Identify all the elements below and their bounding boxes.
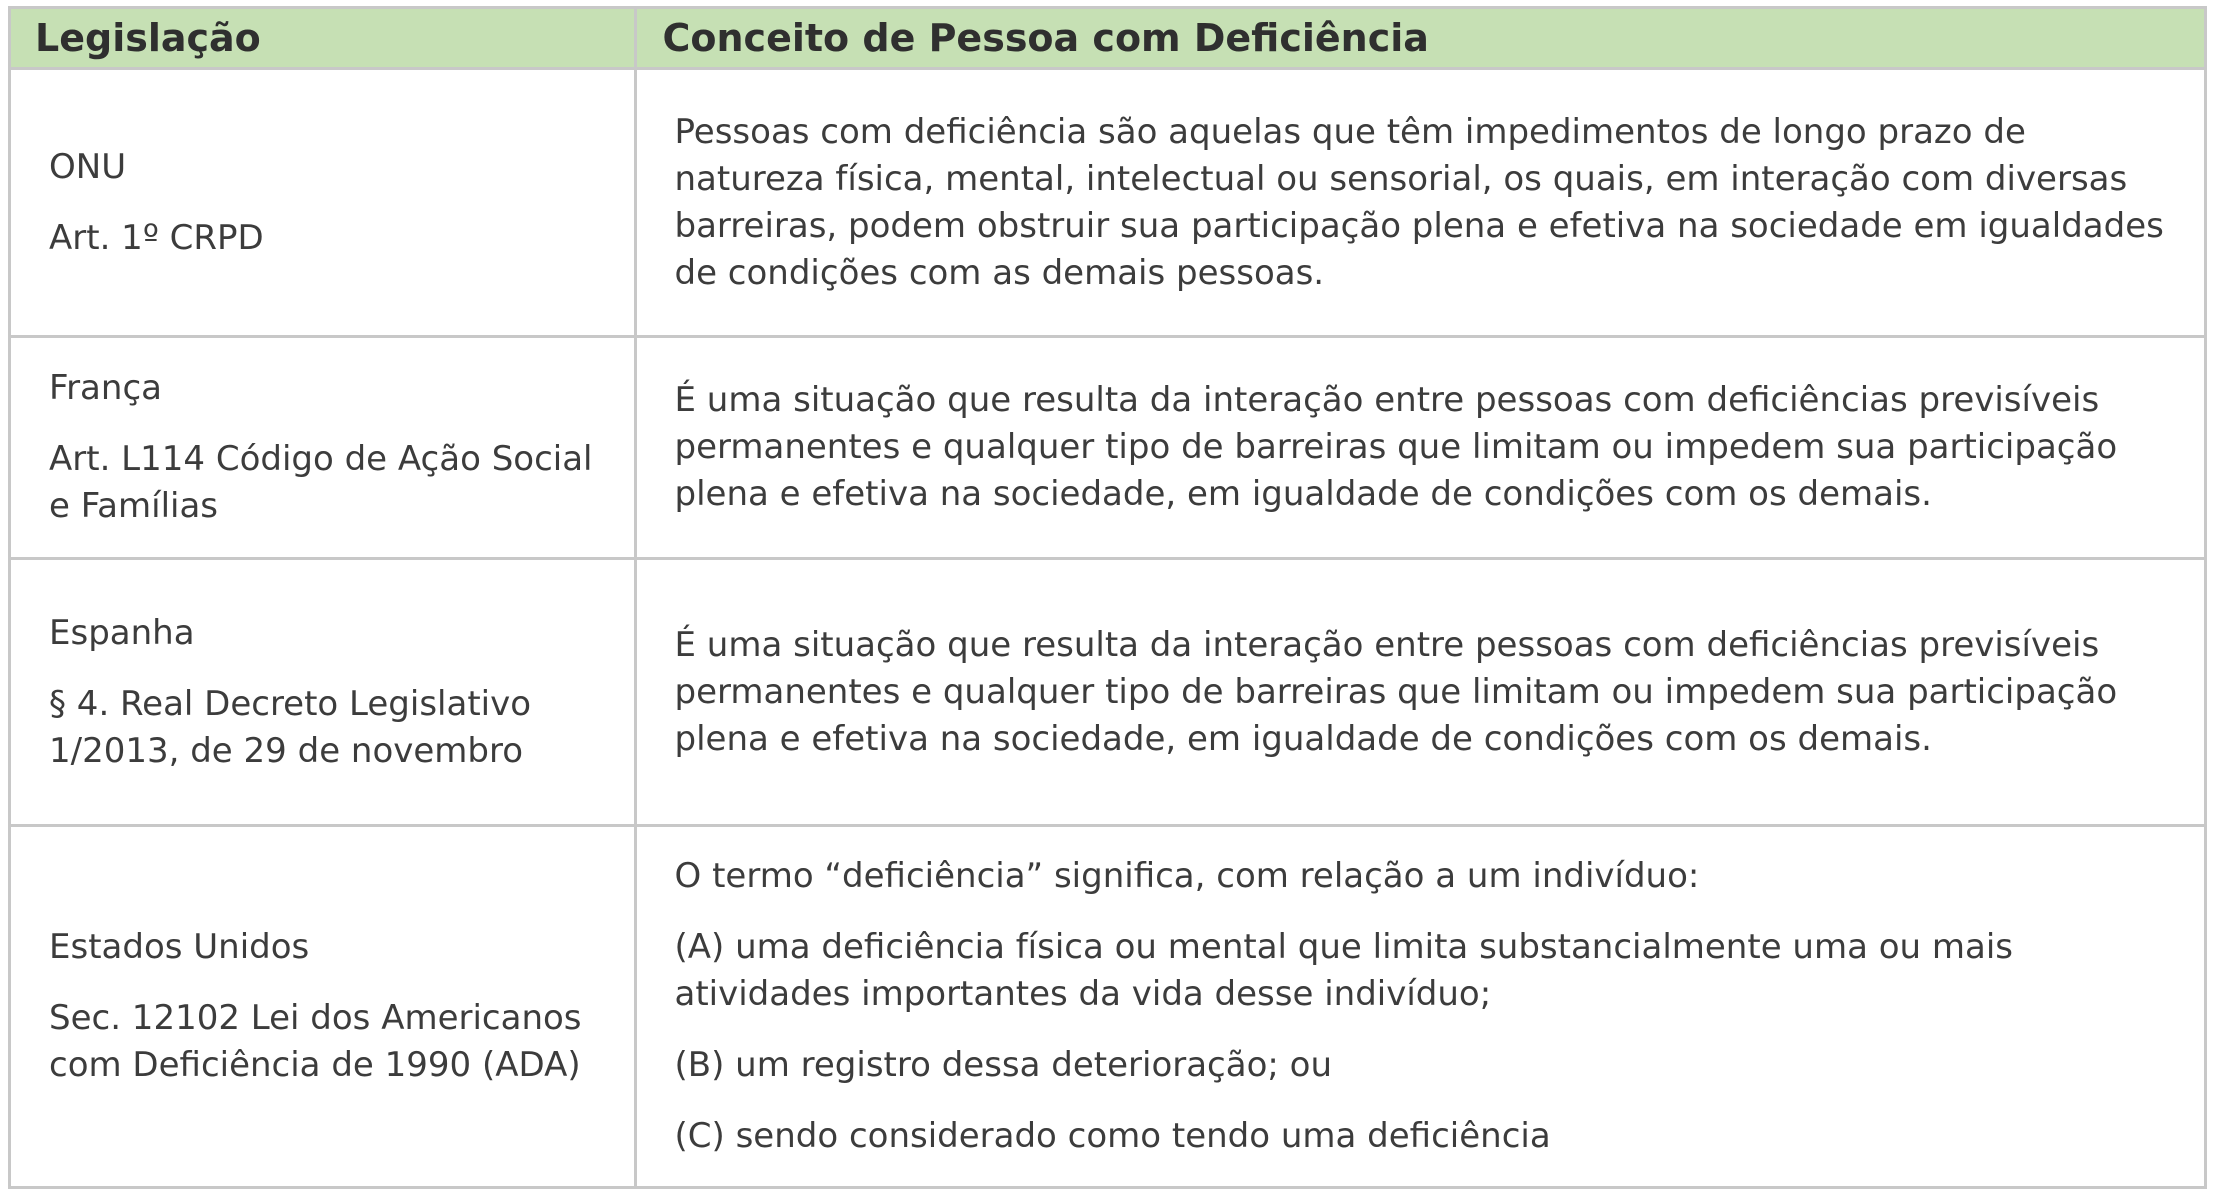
legislation-cell [11, 826, 635, 1187]
law-reference: Art. 1º CRPD [49, 217, 264, 258]
law-reference: Art. L114 Código de Ação Social e Famílias [49, 439, 593, 526]
country-name: Estados Unidos [49, 927, 310, 968]
concept-text: É uma situação que resulta da interação entre pessoas com deficiências previsíveis permanentes e qualquer tipo de barreiras que limitam ou impedem sua participação plena e efetiva na sociedade, em igualdade de condições com os demais. [674, 380, 2118, 514]
table-row [11, 69, 2204, 337]
concept-cell [635, 826, 2204, 1187]
legislation-cell [11, 559, 635, 826]
concept-cell [635, 69, 2204, 337]
header-legislation: Legislação [11, 9, 635, 69]
table-row [11, 337, 2204, 559]
concept-item-c: (C) sendo considerado como tendo uma deficiência [674, 1116, 1551, 1157]
table-row [11, 826, 2204, 1187]
header-concept: Conceito de Pessoa com Deficiência [635, 9, 2204, 69]
legislation-cell [11, 337, 635, 559]
country-name: França [49, 368, 162, 408]
header-row [11, 9, 2204, 69]
concept-item-b: (B) um registro dessa deterioração; ou [674, 1045, 1333, 1086]
concept-text: O termo “deficiência” significa, com relação a um indivíduo: [674, 856, 1700, 897]
concept-item-a: (A) uma deficiência física ou mental que limita substancialmente uma ou mais atividades importantes da vida desse indivíduo; [674, 927, 2014, 1015]
comparison-table [11, 9, 2204, 1187]
concept-text: É uma situação que resulta da interação entre pessoas com deficiências previsíveis permanentes e qualquer tipo de barreiras que limitam ou impedem sua participação plena e efetiva na sociedade, em igualdade de condições com os demais. [674, 624, 2118, 759]
table-row [11, 559, 2204, 826]
country-name: Espanha [49, 612, 195, 653]
concept-text: Pessoas com deficiência são aquelas que têm impedimentos de longo prazo de natureza física, mental, intelectual ou sensorial, os quais, em interação com diversas barreiras, podem obstruir sua participação plena e efetiva na sociedade em igualdades de condições com as demais pessoas. [674, 111, 2164, 293]
country-name: ONU [49, 146, 127, 187]
law-reference: Sec. 12102 Lei dos Americanos com Deficiência de 1990 (ADA) [49, 998, 582, 1086]
concept-cell [635, 559, 2204, 826]
legislation-cell [11, 69, 635, 337]
concept-cell [635, 337, 2204, 559]
legislation-table [8, 6, 2207, 1189]
law-reference: § 4. Real Decreto Legislativo 1/2013, de 29 de novembro [49, 683, 532, 771]
